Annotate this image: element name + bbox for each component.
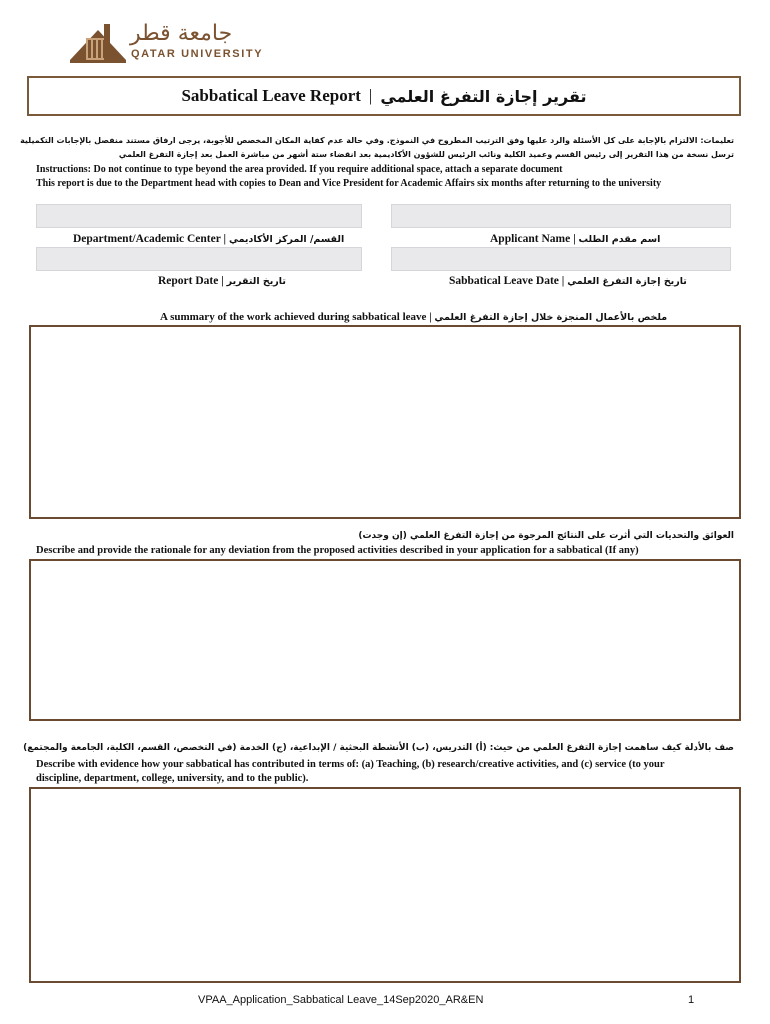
footer-document-id: VPAA_Application_Sabbatical Leave_14Sep2020_AR&EN bbox=[198, 994, 484, 1006]
university-emblem-icon bbox=[68, 22, 128, 64]
title-english: Sabbatical Leave Report bbox=[181, 86, 361, 105]
instructions-arabic-1: تعليمات: الالتزام بالإجابة على كل الأسئلة والرد عليها وفق الترتيب المطروح في النموذج. وفي حالة عدم كفاية المكان المخصص للأجوبة، يرجى ارفاق مستند منفصل بالإجابات التكميلية bbox=[20, 136, 734, 145]
deviation-textarea[interactable] bbox=[29, 559, 741, 721]
title-arabic: تقرير إجازة التفرغ العلمي bbox=[380, 86, 587, 106]
summary-label: A summary of the work achieved during sabbatical leave | ملخص بالأعمال المنجزة خلال إجازة التفرغ العلمي bbox=[160, 311, 668, 323]
contribution-label-arabic: صف بالأدلة كيف ساهمت إجازة التفرغ العلمي من حيث: (أ) التدريس، (ب) الأنشطة البحثية / الإبداعية، (ج) الخدمة (في التخصص، القسم، الكلية، الجامعة والمجتمع) bbox=[23, 743, 734, 753]
department-field[interactable] bbox=[36, 204, 362, 228]
contribution-label-english-2: discipline, department, college, university, and to the public). bbox=[36, 773, 309, 784]
sabbatical-leave-date-field[interactable] bbox=[391, 247, 731, 271]
instructions-english-2: This report is due to the Department head with copies to Dean and Vice President for Academic Affairs six months after returning to the university bbox=[36, 178, 662, 189]
instructions-arabic-2: ترسل نسخة من هذا التقرير إلى رئيس القسم وعميد الكلية ونائب الرئيس للشؤون الأكاديمية بعد انقضاء ستة أشهر من مباشرة العمل بعد إجازة التفرغ العلمي bbox=[118, 150, 734, 159]
contribution-label-english-1: Describe with evidence how your sabbatical has contributed in terms of: (a) Teaching, (b) research/creative activities, and (c) service (to your bbox=[36, 759, 665, 770]
deviation-label-arabic: العوائق والتحديات التي أثرت على النتائج المرجوة من إجازة التفرغ العلمي (إن وجدت) bbox=[358, 531, 734, 541]
report-date-label: Report Date | تاريخ التقرير bbox=[158, 275, 286, 287]
deviation-label-english: Describe and provide the rationale for any deviation from the proposed activities described in your application for a sabbatical (If any) bbox=[36, 545, 639, 556]
logo-english-text: QATAR UNIVERSITY bbox=[131, 48, 264, 60]
contribution-textarea[interactable] bbox=[29, 787, 741, 983]
summary-textarea[interactable] bbox=[29, 325, 741, 519]
logo-arabic-text: جامعة قطر bbox=[130, 21, 233, 46]
sabbatical-leave-date-label: Sabbatical Leave Date | تاريخ إجازة التفرغ العلمي bbox=[449, 275, 687, 287]
report-date-field[interactable] bbox=[36, 247, 362, 271]
report-title-box bbox=[27, 76, 741, 116]
department-label: Department/Academic Center | القسم/ المركز الأكاديمي bbox=[73, 233, 345, 245]
page-number: 1 bbox=[688, 994, 695, 1006]
title-separator: | bbox=[368, 86, 373, 105]
applicant-name-label: Applicant Name | اسم مقدم الطلب bbox=[490, 233, 661, 245]
instructions-english-1: Instructions: Do not continue to type beyond the area provided. If you require additional space, attach a separate document bbox=[36, 164, 563, 175]
applicant-name-field[interactable] bbox=[391, 204, 731, 228]
